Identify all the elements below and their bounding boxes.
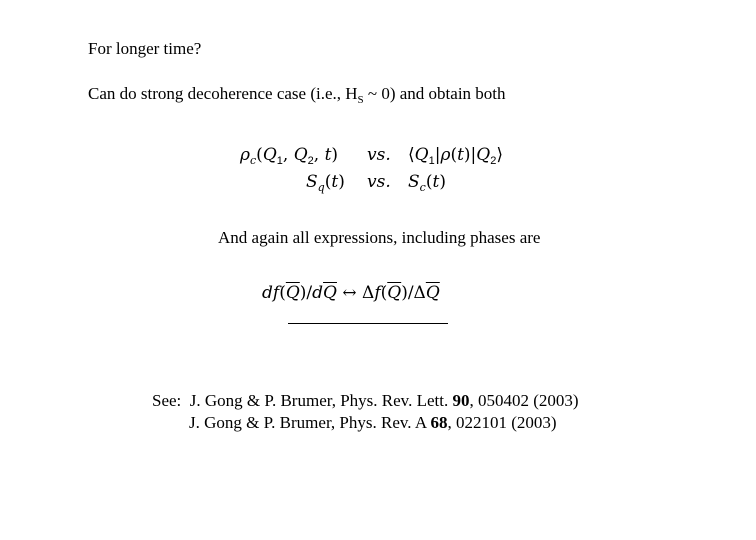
reference-1-authors: J. Gong & P. Brumer, Phys. Rev. Lett. (189, 391, 453, 410)
h-subscript-s: S (357, 94, 364, 106)
equation-row-1-vs: vs. (367, 145, 391, 165)
strong-decoherence-line (88, 84, 506, 110)
reference-1 (152, 391, 579, 411)
strong-case-suffix: ~ 0) and obtain both (363, 84, 506, 103)
question-line: For longer time? (88, 39, 202, 58)
reference-1-volume: 90 (452, 391, 470, 410)
see-label: See: (152, 391, 182, 410)
separator-line (288, 323, 448, 324)
reference-2-pages: , 022101 (2003) (447, 413, 557, 432)
strong-case-prefix: Can do strong decoherence case (i.e., H (88, 84, 358, 103)
equation-row-2-left: $S_q(t)$ (306, 172, 345, 194)
derivative-equation: $df(\overline{Q})/d\overline{Q}$ ↔ $\Delta f(\overline{Q})/\Delta\overline{Q}$ (262, 283, 440, 303)
reference-1-pages: , 050402 (2003) (469, 391, 579, 410)
equation-row-2-right: $S_c(t)$ (408, 172, 446, 194)
equation-row-1-left: $\rho_c(Q_1$, $Q_2$, t) (240, 145, 339, 167)
equation-row-1-right: $⟨Q_1|\rho(t)|Q_2⟩$ (408, 145, 503, 167)
reference-2-authors: J. Gong & P. Brumer, Phys. Rev. A (189, 413, 431, 432)
equation-row-2-vs: vs. (367, 172, 391, 192)
phases-text: And again all expressions, including phases are (218, 228, 541, 247)
reference-2 (189, 413, 557, 433)
reference-2-volume: 68 (430, 413, 448, 432)
